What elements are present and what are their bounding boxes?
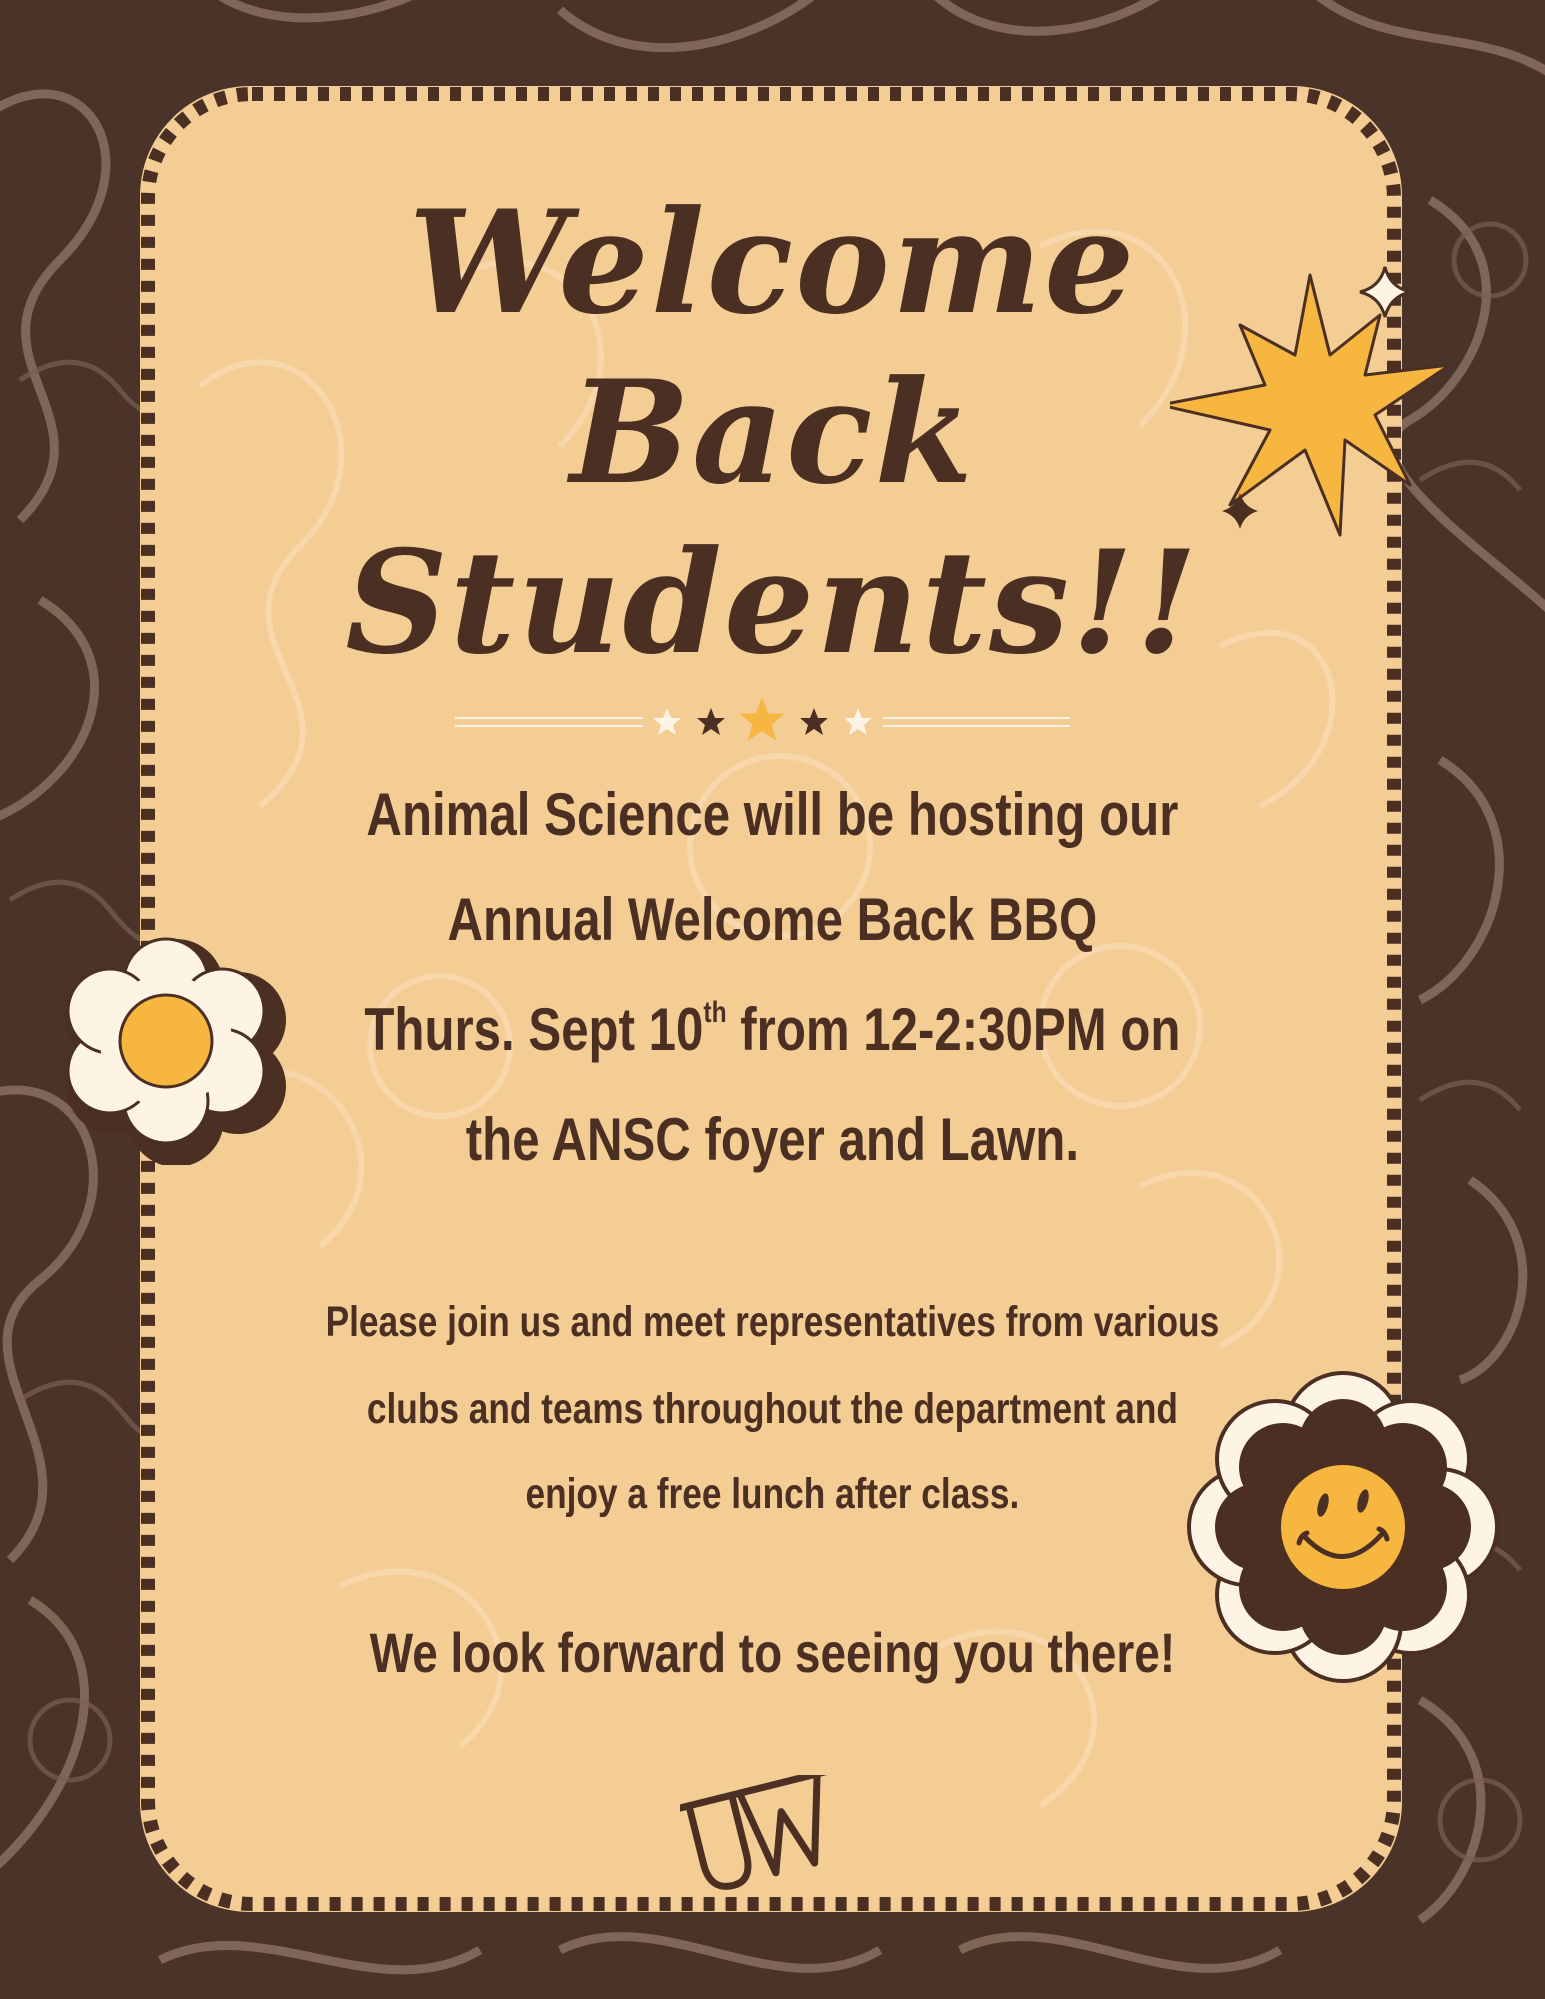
daisy-flower-icon <box>52 925 292 1165</box>
invite-line-3: enjoy a free lunch after class. <box>525 1470 1020 1518</box>
event-line-date <box>139 995 1406 1064</box>
smiley-flower-icon <box>1185 1365 1505 1685</box>
star-cream-icon <box>844 708 872 735</box>
event-line-title: Annual Welcome Back BBQ <box>447 886 1098 953</box>
title-back: Back <box>570 350 975 516</box>
title-welcome: Welcome <box>408 180 1137 346</box>
star-gold-icon <box>740 698 785 741</box>
event-date-prefix: Thurs. Sept 10 <box>364 996 704 1063</box>
event-time: from 12-2:30PM on <box>726 996 1181 1063</box>
star-divider <box>455 698 1070 748</box>
event-line-location: the ANSC foyer and Lawn. <box>465 1106 1080 1173</box>
title-students: Students!! <box>345 520 1200 686</box>
event-line-host: Animal Science will be hosting our <box>366 781 1179 848</box>
event-date-suffix-th: th <box>703 996 727 1029</box>
star-brown-icon <box>697 708 725 735</box>
sparkle-starburst-icon <box>1170 255 1460 545</box>
star-cream-icon <box>653 708 681 735</box>
star-brown-icon <box>800 708 828 735</box>
uw-logo-icon <box>680 1775 860 1890</box>
invite-line-1: Please join us and meet representatives from various <box>325 1298 1220 1346</box>
invite-line-2: clubs and teams throughout the department and <box>366 1385 1178 1433</box>
closing-line: We look forward to seeing you there! <box>369 1621 1176 1684</box>
